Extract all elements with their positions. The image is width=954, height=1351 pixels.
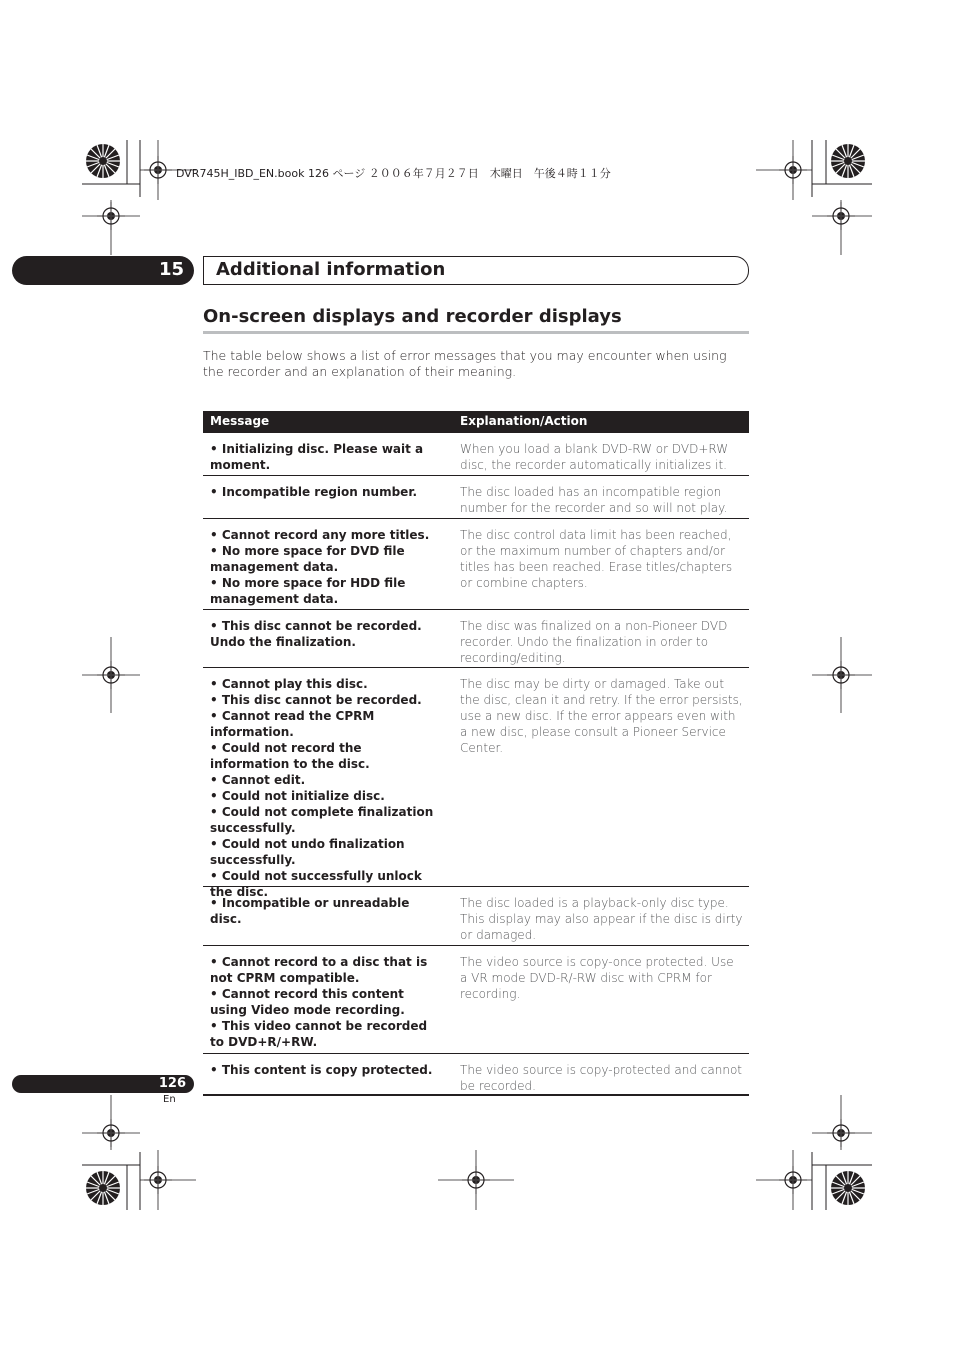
error-message: • Cannot play this disc. [210,677,368,691]
message-cell [210,618,442,650]
chapter-title-box [203,256,749,285]
intro-paragraph: The table below shows a list of error messages that you may encounter when using the recorder and an explanation of their meaning. [203,348,727,379]
section-title: On-screen displays and recorder displays [203,306,622,327]
table-row [203,433,749,475]
error-message: • Cannot record this content using Video mode recording. [210,987,405,1017]
explanation-cell: The disc control data limit has been reached, or the maximum number of chapters and/or titles has been reached. Erase titles/chapters or combine chapters. [460,528,733,590]
message-cell [210,954,442,1050]
explanation-cell: When you load a blank DVD-RW or DVD+RW disc, the recorder automatically initializes it. [460,442,729,472]
explanation-cell: The video source is copy-protected and cannot be recorded. [460,1063,742,1093]
table-body [203,433,749,1094]
message-cell [210,527,442,607]
error-message: • Could not record the information to the disc. [210,741,370,771]
table-row [203,518,749,609]
table-row [203,667,749,899]
table-row [203,1053,749,1094]
error-message: • This content is copy protected. [210,1063,433,1077]
table-row [203,886,749,945]
error-message: • No more space for DVD file management data. [210,544,405,574]
error-message-table [203,411,749,1096]
error-message: • This disc cannot be recorded. Undo the finalization. [210,619,422,649]
chapter-number: 15 [158,259,184,280]
table-header [203,411,749,433]
table-row [203,945,749,1053]
explanation-cell: The disc was finalized on a non-Pioneer DVD recorder. Undo the finalization in order to recording/editing. [460,619,728,665]
message-cell [210,1062,442,1078]
error-message: • Incompatible region number. [210,485,418,499]
error-message: • No more space for HDD file management data. [210,576,406,606]
error-message: • Cannot edit. [210,773,306,787]
section-divider [203,331,749,334]
message-cell [210,484,442,500]
error-message: • Cannot record to a disc that is not CPRM compatible. [210,955,428,985]
chapter-tab [12,256,194,285]
page-number: 126 [158,1076,186,1091]
page-language: En [163,1094,176,1105]
error-message: • Incompatible or unreadable disc. [210,896,410,926]
error-message: • Could not initialize disc. [210,789,385,803]
error-message: • Could not successfully unlock the disc. [210,869,422,899]
chapter-title: Additional information [216,259,446,280]
explanation-cell: The disc loaded has an incompatible region number for the recorder and so will not play. [460,485,728,515]
message-cell [210,895,442,927]
error-message: • Initializing disc. Please wait a moment. [210,442,424,472]
explanation-cell: The disc loaded is a playback-only disc type. This display may also appear if the disc is dirty or damaged. [460,896,743,942]
file-header: DVR745H_IBD_EN.book 126 ページ ２００６年７月２７日 木曜日 午後４時１１分 [176,167,611,180]
explanation-cell: The video source is copy-once protected. Use a VR mode DVD-R/-RW disc with CPRM for recording. [460,955,734,1001]
column-header-message: Message [210,414,270,428]
error-message: • Could not undo finalization successfully. [210,837,405,867]
message-cell [210,441,442,473]
error-message: • Cannot read the CPRM information. [210,709,375,739]
message-cell [210,676,442,900]
error-message: • Could not complete finalization successfully. [210,805,434,835]
table-bottom-rule [203,1094,749,1096]
explanation-cell: The disc may be dirty or damaged. Take out the disc, clean it and retry. If the error persists, use a new disc. If the error appears even with a new disc, please consult a Pioneer Service Center. [460,677,743,755]
column-header-explanation: Explanation/Action [460,414,588,428]
table-row [203,609,749,667]
error-message: • This disc cannot be recorded. [210,693,422,707]
table-row [203,475,749,518]
error-message: • Cannot record any more titles. [210,528,430,542]
page-tab [12,1075,194,1093]
error-message: • This video cannot be recorded to DVD+R/+RW. [210,1019,428,1049]
